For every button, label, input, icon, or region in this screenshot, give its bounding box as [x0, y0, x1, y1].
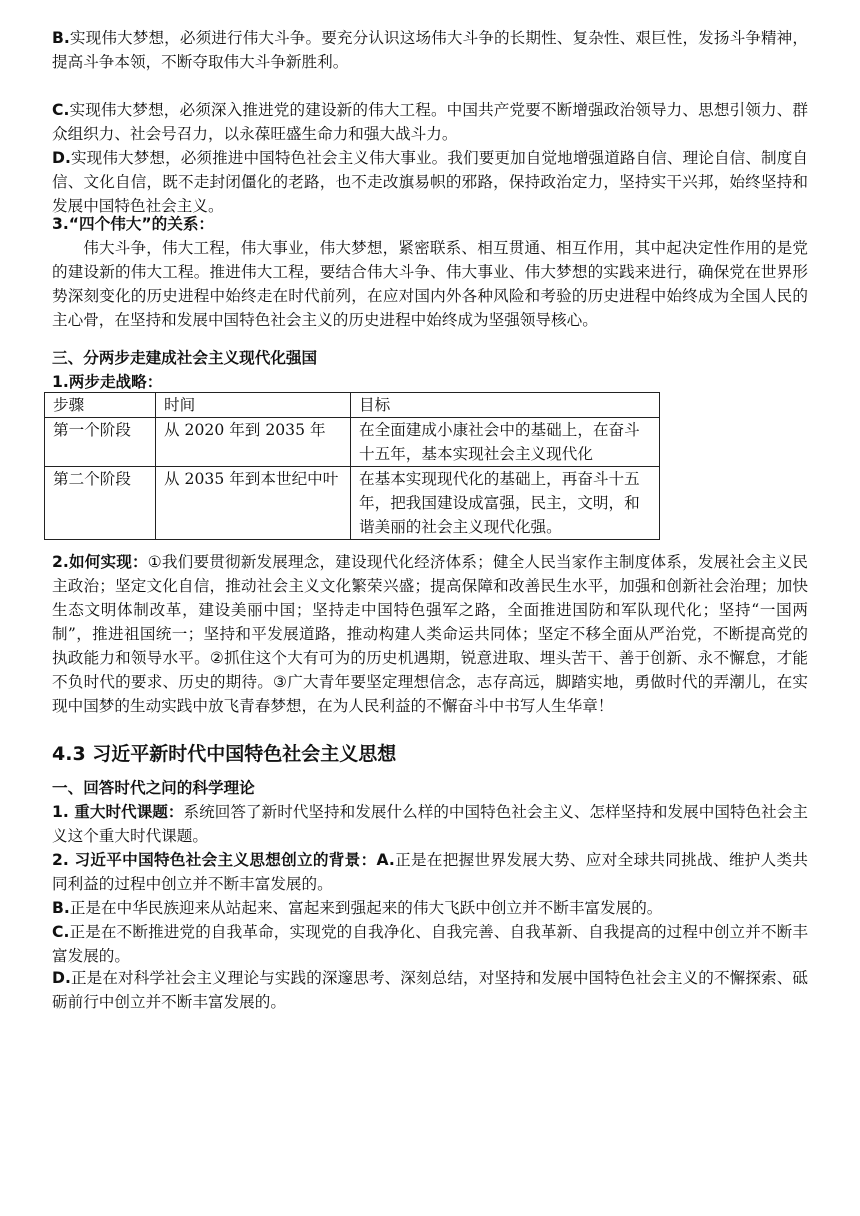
item2-a-label: A. — [376, 851, 395, 869]
text-d: 实现伟大梦想，必须推进中国特色社会主义伟大事业。我们要更加自觉地增强道路自信、理论自信、制度自信、文化自信，既不走封闭僵化的老路，也不走改旗易帜的邪路，保持政治定力，坚持实干兴邦，始终坚持和发展中国特色社会主义。 — [52, 149, 808, 215]
item2-b-text: 正是在中华民族迎来从站起来、富起来到强起来的伟大飞跃中创立并不断丰富发展的。 — [69, 899, 663, 917]
item2-c-label: C. — [52, 923, 70, 941]
label-d: D. — [52, 149, 71, 167]
table-cell: 从 2020 年到 2035 年 — [156, 418, 351, 467]
text-b: 实现伟大梦想，必须进行伟大斗争。要充分认识这场伟大斗争的长期性、复杂性、艰巨性，发扬斗争精神，提高斗争本领，不断夺取伟大斗争新胜利。 — [52, 29, 808, 71]
how-to-achieve-paragraph — [52, 550, 808, 718]
table-cell: 第二个阶段 — [45, 467, 156, 540]
item2-b-label: B. — [52, 899, 70, 917]
text-c: 实现伟大梦想，必须深入推进党的建设新的伟大工程。中国共产党要不断增强政治领导力、思想引领力、群众组织力、社会号召力，以永葆旺盛生命力和强大战斗力。 — [52, 101, 808, 143]
how-text-3: 广大青年要坚定理想信念，志存高远，脚踏实地，勇做时代的弄潮儿，在实现中国梦的生动实践中放飞青春梦想，在为人民利益的不懈奋斗中书写人生华章！ — [52, 673, 808, 715]
part3-heading: 三、分两步走建成社会主义现代化强国 — [52, 349, 318, 367]
item2-paragraph — [52, 848, 808, 896]
table-header: 步骤 — [45, 393, 156, 418]
part1-heading: 一、回答时代之问的科学理论 — [52, 779, 255, 797]
paragraph-c — [52, 98, 808, 146]
item2-d-text: 正是在对科学社会主义理论与实践的深邃思考、深刻总结，对坚持和发展中国特色社会主义的不懈探索、砥砺前行中创立并不断丰富发展的。 — [52, 969, 808, 1011]
label-c: C. — [52, 101, 70, 119]
section-4-3-title: 4.3 习近平新时代中国特色社会主义思想 — [52, 743, 397, 765]
table-header: 时间 — [156, 393, 351, 418]
table-header-row — [45, 393, 660, 418]
item2-label: 2. 习近平中国特色社会主义思想创立的背景： — [52, 851, 377, 869]
item2-d-paragraph — [52, 966, 808, 1014]
item1-text: 系统回答了新时代坚持和发展什么样的中国特色社会主义、怎样坚持和发展中国特色社会主义这个重大时代课题。 — [52, 803, 808, 845]
how-text-1: 我们要贯彻新发展理念，建设现代化经济体系；健全人民当家作主制度体系，发展社会主义民主政治；坚定文化自信，推动社会主义文化繁荣兴盛；提高保障和改善民生水平，加强和创新社会治理；加快生态文明体制改革，建设美丽中国；坚持走中国特色强军之路，全面推进国防和军队现代化；坚持“一国两制”，推进祖国统一；坚持和平发展道路，推动构建人类命运共同体；坚定不移全面从严治党，不断提高党的执政能力和领导水平。 — [52, 553, 808, 667]
two-step-heading: 1.两步走战略： — [52, 373, 163, 391]
paragraph-b — [52, 26, 808, 74]
item2-c-text: 正是在不断推进党的自我革命，实现党的自我净化、自我完善、自我革新、自我提高的过程中创立并不断丰富发展的。 — [52, 923, 808, 965]
item2-c-paragraph — [52, 920, 808, 968]
circle-number-1: ① — [147, 553, 162, 571]
paragraph-d — [52, 146, 808, 218]
relation-paragraph: 伟大斗争，伟大工程，伟大事业，伟大梦想，紧密联系、相互贯通、相互作用，其中起决定性作用的是党的建设新的伟大工程。推进伟大工程，要结合伟大斗争、伟大事业、伟大梦想的实践来进行，确保党在世界形势深刻变化的历史进程中始终走在时代前列，在应对国内外各种风险和考验的历史进程中始终成为全国人民的主心骨，在坚持和发展中国特色社会主义的历史进程中始终成为坚强领导核心。 — [52, 239, 808, 329]
table-cell: 在基本实现现代化的基础上，再奋斗十五年，把我国建设成富强，民主，文明，和谐美丽的社会主义现代化强。 — [351, 467, 660, 540]
item1-label: 1. 重大时代课题： — [52, 803, 184, 821]
how-text-2: 抓住这个大有可为的历史机遇期，锐意进取、埋头苦干、善于创新、永不懈怠，才能不负时代的要求、历史的期待。 — [52, 649, 808, 691]
label-b: B. — [52, 29, 70, 47]
circle-number-2: ② — [209, 649, 225, 667]
item2-d-label: D. — [52, 969, 71, 987]
item2-a-text: 正是在把握世界发展大势、应对全球共同挑战、维护人类共同利益的过程中创立并不断丰富发展的。 — [52, 851, 808, 893]
item1-paragraph — [52, 800, 808, 848]
item2-b-paragraph — [52, 896, 808, 920]
two-step-table — [44, 392, 660, 540]
relation-heading: 3.“四个伟大”的关系： — [52, 215, 215, 233]
circle-number-3: ③ — [273, 673, 288, 691]
how-to-achieve-label: 2.如何实现： — [52, 553, 148, 571]
table-header: 目标 — [351, 393, 660, 418]
table-cell: 从 2035 年到本世纪中叶 — [156, 467, 351, 540]
table-cell: 第一个阶段 — [45, 418, 156, 467]
table-row — [45, 418, 660, 467]
table-cell: 在全面建成小康社会中的基础上，在奋斗十五年，基本实现社会主义现代化 — [351, 418, 660, 467]
table-row — [45, 467, 660, 540]
